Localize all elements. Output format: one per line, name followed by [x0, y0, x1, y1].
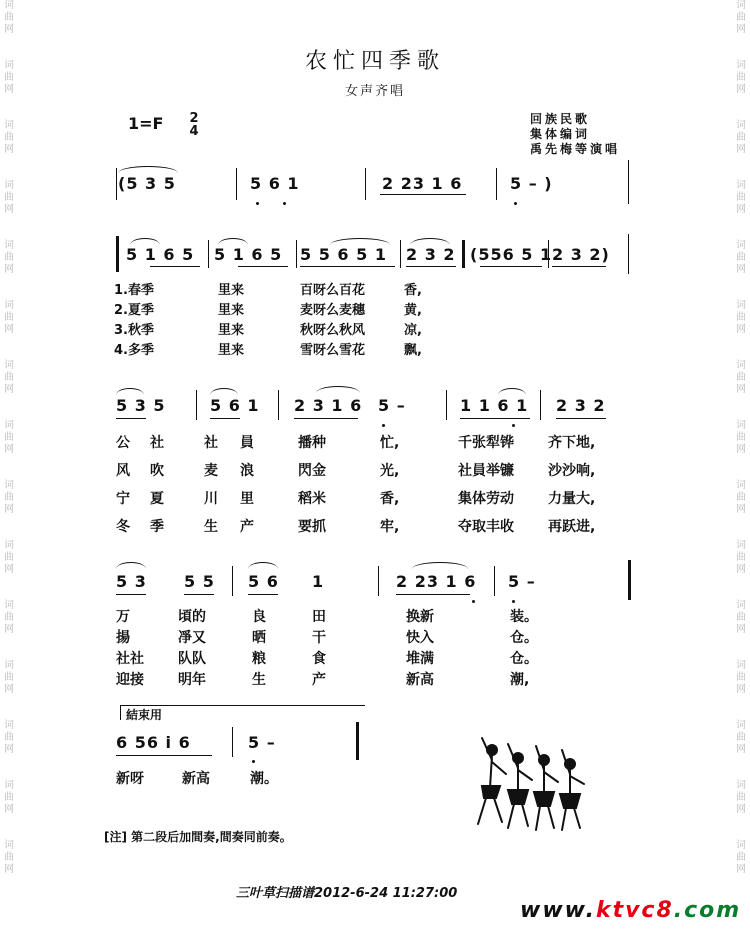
watermark-glyph: 网	[736, 804, 746, 815]
watermark-group	[2, 360, 16, 420]
watermark-glyph: 曲	[4, 252, 14, 263]
credit-lyricist: 集体编词	[530, 127, 591, 141]
lyric: 快入	[406, 630, 434, 646]
beam	[460, 418, 530, 420]
watermark-glyph: 曲	[736, 612, 746, 623]
beam	[396, 594, 470, 596]
lyric: 里来	[218, 303, 245, 318]
time-signature-top: 2	[189, 111, 199, 126]
watermark-glyph: 网	[4, 684, 14, 695]
measure: 5 –	[378, 396, 406, 415]
barline	[378, 566, 379, 596]
measure: 5 –	[248, 733, 276, 752]
slur	[248, 562, 278, 569]
watermark-glyph: 曲	[4, 732, 14, 743]
watermark-group	[2, 180, 16, 240]
watermark-glyph: 网	[4, 504, 14, 515]
slur	[118, 166, 178, 173]
lyric: 夏	[150, 491, 164, 507]
lyric: 新呀	[116, 771, 144, 787]
repeat-end-barline	[628, 560, 631, 600]
lyric: 食	[312, 651, 326, 667]
time-signature-bottom: 4	[189, 124, 199, 139]
repeat-start-barline	[116, 236, 119, 272]
measure: 5 6 1	[250, 174, 300, 193]
watermark-glyph: 词	[736, 720, 746, 731]
lyric: 迎接	[116, 672, 144, 688]
lyric: 新高	[406, 672, 434, 688]
watermark-glyph: 曲	[4, 312, 14, 323]
watermark-glyph: 网	[736, 144, 746, 155]
slur	[210, 388, 238, 395]
barline	[232, 566, 233, 596]
barline	[540, 390, 541, 420]
watermark-glyph: 词	[736, 480, 746, 491]
watermark-glyph: 网	[4, 624, 14, 635]
watermark-glyph: 词	[4, 480, 14, 491]
lyric: 社社	[116, 651, 144, 667]
watermark-glyph: 词	[736, 60, 746, 71]
watermark-group	[734, 300, 748, 360]
beam	[300, 266, 395, 268]
lyric: 宁	[116, 491, 130, 507]
watermark-glyph: 词	[736, 180, 746, 191]
lyric: 員	[240, 435, 254, 451]
lyric: 牢,	[380, 519, 400, 535]
lyric: 仓。	[510, 630, 538, 646]
lyric: 稻米	[298, 491, 326, 507]
watermark-glyph: 网	[736, 324, 746, 335]
slur	[498, 388, 526, 395]
measure: 6 56 i 6	[116, 733, 191, 752]
lyric: 风	[116, 463, 130, 479]
watermark-group	[734, 360, 748, 420]
slur	[116, 388, 144, 395]
watermark-glyph: 词	[4, 420, 14, 431]
watermark-glyph: 曲	[4, 612, 14, 623]
watermark-glyph: 词	[4, 540, 14, 551]
watermark-glyph: 网	[4, 444, 14, 455]
barline	[365, 168, 366, 200]
measure: 2 3 2	[556, 396, 606, 415]
watermark-glyph: 网	[4, 264, 14, 275]
watermark-group	[2, 720, 16, 780]
lyric: 秋呀么秋风	[300, 323, 366, 338]
lyric: 社	[204, 435, 218, 451]
watermark-group	[734, 540, 748, 600]
lyric: 再跃进,	[548, 519, 596, 535]
watermark-group	[2, 300, 16, 360]
lyric: 千张犁铧	[458, 435, 514, 451]
lyric: 良	[252, 609, 266, 625]
lyric: 吹	[150, 463, 164, 479]
beam	[116, 594, 146, 596]
ending-label: 結束用	[126, 708, 163, 722]
watermark-glyph: 词	[4, 660, 14, 671]
watermark-glyph: 曲	[736, 732, 746, 743]
watermark-glyph: 曲	[736, 492, 746, 503]
measure: (556 5 1	[470, 245, 553, 264]
lyric: 干	[312, 630, 326, 646]
watermark-group	[734, 780, 748, 840]
lyric: 沙沙响,	[548, 463, 596, 479]
watermark-glyph: 词	[4, 780, 14, 791]
lyric: 2.夏季	[114, 303, 154, 318]
lyric: 要抓	[298, 519, 326, 535]
octave-dot	[256, 202, 259, 205]
footnote: [注] 第二段后加間奏,間奏同前奏。	[104, 830, 292, 844]
watermark-glyph: 曲	[736, 792, 746, 803]
watermark-left	[2, 0, 16, 900]
watermark-glyph: 词	[736, 780, 746, 791]
barline	[628, 234, 629, 274]
slur	[410, 238, 450, 245]
final-barline	[356, 722, 359, 760]
watermark-glyph: 网	[4, 84, 14, 95]
lyric: 力量大,	[548, 491, 596, 507]
measure: 1 1 6 1	[460, 396, 529, 415]
lyric: 堆满	[406, 651, 434, 667]
watermark-glyph: 词	[736, 0, 746, 11]
slur	[116, 562, 146, 569]
measure: 5 1 6 5	[214, 245, 283, 264]
octave-dot	[514, 202, 517, 205]
watermark-group	[734, 480, 748, 540]
lyric: 齐下地,	[548, 435, 596, 451]
watermark-glyph: 网	[736, 264, 746, 275]
lyric: 仓。	[510, 651, 538, 667]
lyric: 凉,	[404, 323, 422, 338]
barline	[208, 240, 209, 268]
lyric: 播种	[298, 435, 326, 451]
watermark-glyph: 网	[736, 84, 746, 95]
lyric: 田	[312, 609, 326, 625]
lyric: 公	[116, 435, 130, 451]
measure: 5 3 5	[116, 396, 166, 415]
measure: 5 3	[116, 572, 147, 591]
watermark-right	[734, 0, 748, 900]
lyric: 社	[150, 435, 164, 451]
lyric: 3.秋季	[114, 323, 154, 338]
watermark-glyph: 曲	[736, 372, 746, 383]
watermark-glyph: 曲	[736, 252, 746, 263]
scan-credit: 三叶草扫描谱2012-6-24 11:27:00	[236, 886, 458, 901]
watermark-glyph: 曲	[736, 852, 746, 863]
lyric: 川	[204, 491, 218, 507]
lyric: 里来	[218, 283, 245, 298]
lyric: 产	[312, 672, 326, 688]
barline	[232, 727, 233, 757]
watermark-glyph: 曲	[736, 672, 746, 683]
key-signature: 1=F	[128, 114, 164, 133]
beam	[116, 418, 146, 420]
lyric: 潮,	[510, 672, 530, 688]
watermark-glyph: 词	[736, 120, 746, 131]
site-logo-part: ktvc8	[595, 898, 674, 923]
watermark-glyph: 网	[736, 744, 746, 755]
watermark-group	[734, 840, 748, 900]
lyric: 香,	[404, 283, 422, 298]
measure: 5 6	[248, 572, 279, 591]
beam	[480, 266, 542, 268]
watermark-glyph: 词	[4, 360, 14, 371]
watermark-group	[2, 120, 16, 180]
lyric: 浪	[240, 463, 254, 479]
watermark-glyph: 曲	[4, 72, 14, 83]
watermark-glyph: 网	[736, 504, 746, 515]
lyric: 队队	[178, 651, 206, 667]
watermark-glyph: 网	[736, 444, 746, 455]
lyric: 百呀么百花	[300, 283, 366, 298]
barline	[236, 168, 237, 200]
site-logo-part: .com	[673, 898, 742, 923]
watermark-glyph: 曲	[4, 372, 14, 383]
watermark-glyph: 曲	[4, 672, 14, 683]
lyric: 产	[240, 519, 254, 535]
beam	[380, 194, 466, 196]
watermark-glyph: 网	[4, 204, 14, 215]
watermark-glyph: 词	[4, 720, 14, 731]
measure: 5 6 1	[210, 396, 260, 415]
lyric: 4.多季	[114, 343, 154, 358]
watermark-glyph: 网	[4, 324, 14, 335]
measure: 5 – )	[510, 174, 553, 193]
watermark-glyph: 网	[4, 864, 14, 875]
watermark-group	[2, 660, 16, 720]
octave-dot	[283, 202, 286, 205]
watermark-glyph: 词	[4, 840, 14, 851]
lyric: 季	[150, 519, 164, 535]
octave-dot	[472, 600, 475, 603]
lyric: 光,	[380, 463, 400, 479]
lyric: 閃金	[298, 463, 326, 479]
lyric: 集体劳动	[458, 491, 514, 507]
watermark-group	[2, 480, 16, 540]
lyric: 揚	[116, 630, 130, 646]
measure: 5 –	[508, 572, 536, 591]
octave-dot	[382, 424, 385, 427]
lyric: 黄,	[404, 303, 422, 318]
slur	[412, 562, 468, 569]
measure: 1	[312, 572, 325, 591]
watermark-group	[734, 720, 748, 780]
watermark-glyph: 词	[4, 300, 14, 311]
watermark-glyph: 词	[736, 540, 746, 551]
watermark-glyph: 词	[736, 420, 746, 431]
watermark-glyph: 曲	[4, 852, 14, 863]
measure: 2 3 2)	[552, 245, 610, 264]
lyric: 忙,	[380, 435, 400, 451]
lyric: 冬	[116, 519, 130, 535]
slur	[130, 238, 160, 245]
watermark-glyph: 词	[4, 240, 14, 251]
watermark-group	[734, 240, 748, 300]
beam	[552, 266, 606, 268]
barline	[446, 390, 447, 420]
watermark-glyph: 词	[4, 120, 14, 131]
watermark-glyph: 词	[4, 180, 14, 191]
watermark-group	[734, 600, 748, 660]
lyric: 麦	[204, 463, 218, 479]
watermark-group	[734, 120, 748, 180]
slur	[316, 386, 360, 393]
beam	[116, 755, 212, 757]
site-logo-part: www.	[520, 898, 596, 923]
dancers-illustration	[462, 728, 594, 834]
lyric: 潮。	[250, 771, 278, 787]
watermark-glyph: 网	[736, 864, 746, 875]
lyric: 粮	[252, 651, 266, 667]
lyric: 晒	[252, 630, 266, 646]
credits	[530, 112, 620, 157]
beam	[294, 418, 358, 420]
watermark-glyph: 网	[4, 24, 14, 35]
lyric: 香,	[380, 491, 400, 507]
watermark-glyph: 曲	[736, 552, 746, 563]
watermark-group	[734, 180, 748, 240]
barline	[278, 390, 279, 420]
lyric: 頃的	[178, 609, 206, 625]
watermark-glyph: 曲	[4, 552, 14, 563]
credit-origin: 回族民歌	[530, 112, 591, 126]
measure: 5 5	[184, 572, 215, 591]
watermark-glyph: 曲	[4, 432, 14, 443]
barline	[494, 566, 495, 596]
barline	[628, 160, 629, 204]
lyric: 万	[116, 609, 130, 625]
site-logo	[520, 898, 741, 923]
watermark-glyph: 网	[736, 204, 746, 215]
beam	[556, 418, 606, 420]
watermark-glyph: 曲	[4, 12, 14, 23]
lyric: 生	[204, 519, 218, 535]
watermark-glyph: 网	[4, 564, 14, 575]
watermark-glyph: 曲	[736, 192, 746, 203]
barline	[496, 168, 497, 200]
watermark-glyph: 曲	[4, 132, 14, 143]
watermark-glyph: 曲	[736, 432, 746, 443]
watermark-glyph: 网	[4, 144, 14, 155]
watermark-glyph: 网	[4, 384, 14, 395]
measure: (5 3 5	[118, 174, 176, 193]
song-subtitle: 女声齐唱	[344, 84, 405, 99]
lyric: 社員举镰	[458, 463, 514, 479]
lyric: 装。	[510, 609, 538, 625]
lyric: 新高	[182, 771, 210, 787]
measure: 5 1 6 5	[126, 245, 195, 264]
repeat-end-barline	[462, 240, 465, 268]
watermark-glyph: 网	[736, 684, 746, 695]
lyric: 里来	[218, 323, 245, 338]
watermark-glyph: 词	[736, 240, 746, 251]
octave-dot	[512, 424, 515, 427]
watermark-glyph: 曲	[4, 192, 14, 203]
song-title: 农忙四季歌	[304, 49, 445, 74]
barline	[548, 240, 549, 268]
watermark-glyph: 曲	[736, 12, 746, 23]
watermark-glyph: 词	[736, 360, 746, 371]
beam	[248, 594, 278, 596]
octave-dot	[252, 760, 255, 763]
slur	[330, 238, 390, 245]
lyric: 里	[240, 491, 254, 507]
watermark-glyph: 网	[736, 384, 746, 395]
watermark-glyph: 网	[736, 624, 746, 635]
watermark-glyph: 词	[736, 600, 746, 611]
watermark-glyph: 曲	[4, 792, 14, 803]
lyric: 里来	[218, 343, 245, 358]
watermark-glyph: 曲	[736, 312, 746, 323]
beam	[150, 266, 200, 268]
lyric: 明年	[178, 672, 206, 688]
lyric: 凈又	[178, 630, 206, 646]
watermark-glyph: 网	[736, 24, 746, 35]
watermark-group	[2, 840, 16, 900]
watermark-glyph: 词	[4, 600, 14, 611]
lyric: 1.春季	[114, 283, 154, 298]
watermark-glyph: 词	[4, 0, 14, 11]
measure: 5 5 6 5 1	[300, 245, 387, 264]
measure: 2 3 2	[406, 245, 456, 264]
beam	[238, 266, 288, 268]
watermark-group	[2, 240, 16, 300]
barline	[116, 168, 117, 200]
lyric: 飘,	[404, 343, 422, 358]
beam	[406, 266, 456, 268]
watermark-glyph: 曲	[4, 492, 14, 503]
watermark-glyph: 网	[736, 564, 746, 575]
watermark-group	[2, 600, 16, 660]
watermark-group	[734, 660, 748, 720]
octave-dot	[512, 600, 515, 603]
watermark-glyph: 词	[736, 300, 746, 311]
lyric: 麦呀么麦穗	[300, 303, 366, 318]
lyric: 生	[252, 672, 266, 688]
beam	[184, 594, 214, 596]
lyric: 换新	[406, 609, 434, 625]
slur	[218, 238, 248, 245]
watermark-glyph: 词	[736, 840, 746, 851]
watermark-group	[2, 780, 16, 840]
measure: 2 23 1 6	[382, 174, 463, 193]
lyric: 雪呀么雪花	[300, 343, 366, 358]
measure: 2 3 1 6	[294, 396, 363, 415]
watermark-group	[734, 420, 748, 480]
watermark-glyph: 网	[4, 744, 14, 755]
time-signature	[186, 112, 202, 138]
measure: 2 23 1 6	[396, 572, 477, 591]
credit-performer: 禹先梅等演唱	[530, 142, 621, 156]
barline	[196, 390, 197, 420]
watermark-glyph: 曲	[736, 132, 746, 143]
watermark-group	[2, 540, 16, 600]
barline	[400, 240, 401, 268]
beam	[210, 418, 240, 420]
watermark-group	[2, 420, 16, 480]
watermark-glyph: 词	[736, 660, 746, 671]
watermark-glyph: 曲	[736, 72, 746, 83]
watermark-glyph: 网	[4, 804, 14, 815]
watermark-glyph: 词	[4, 60, 14, 71]
lyric: 夺取丰收	[458, 519, 514, 535]
barline	[296, 240, 297, 268]
